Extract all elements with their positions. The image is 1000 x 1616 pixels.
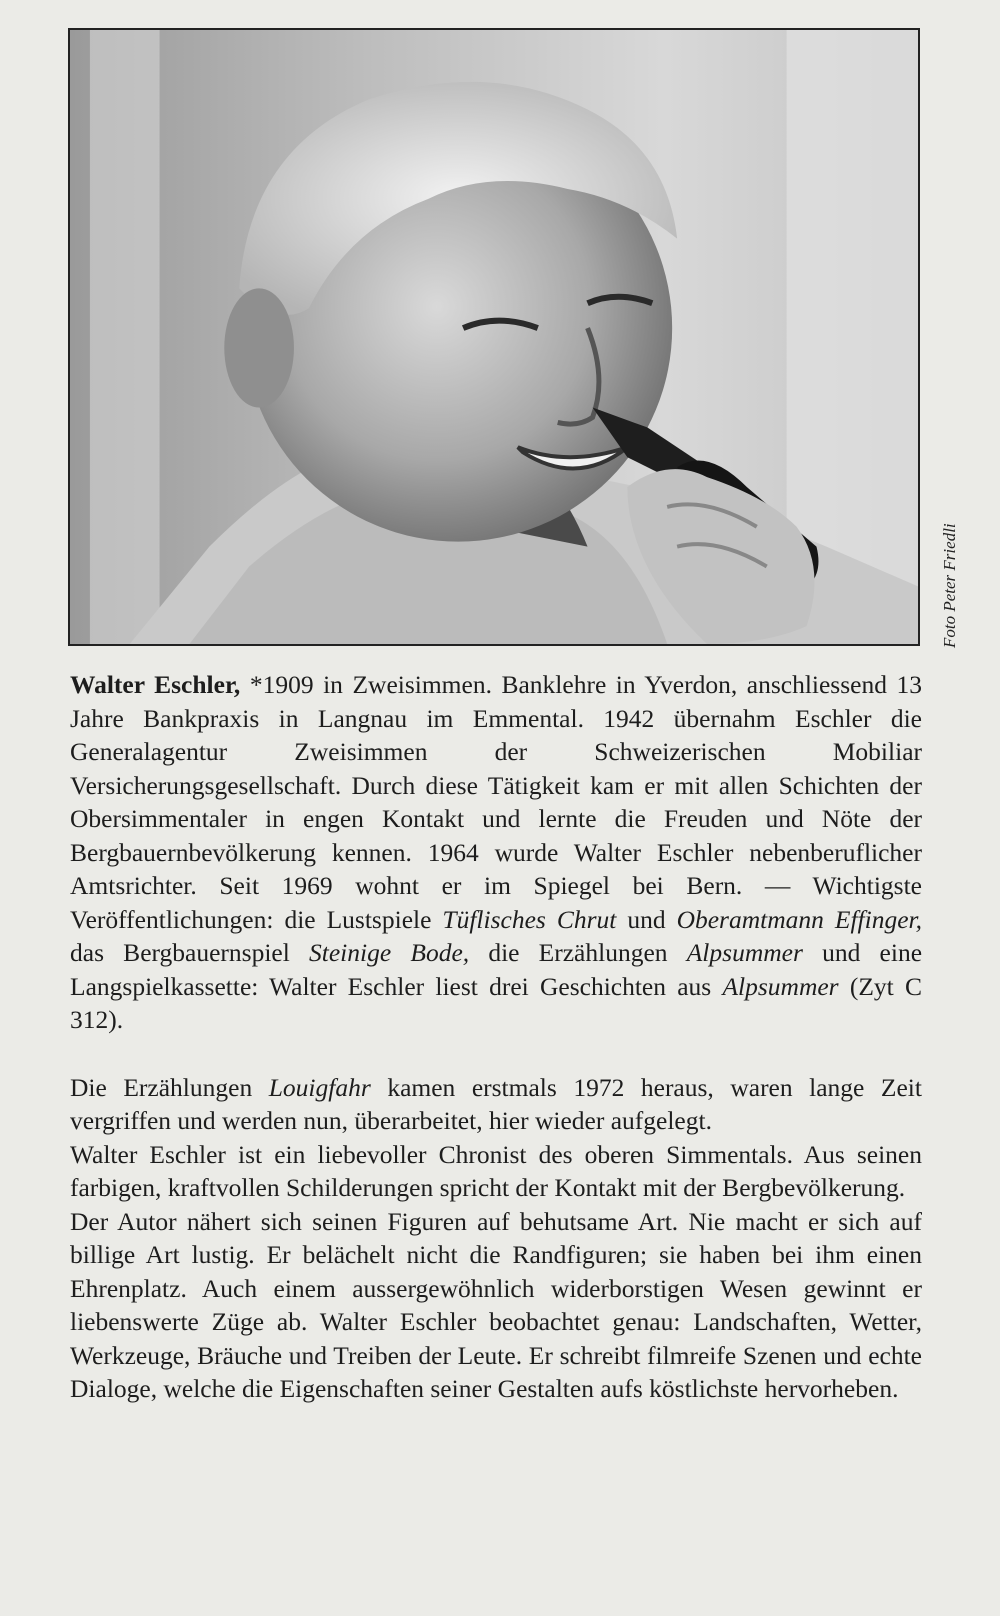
description-run: Walter Eschler ist ein liebevoller Chronist des oberen Simmentals. Aus seinen farbigen, kraftvollen Schilderungen spricht der Kontakt mit der Bergbevölkerung. <box>70 1139 922 1202</box>
bio-run: Walter Eschler, <box>70 670 241 699</box>
author-biography <box>70 668 922 1037</box>
bio-run: das Bergbauernspiel <box>70 938 310 967</box>
bio-run: Steinige Bode, <box>309 938 470 967</box>
description-run: Louigfahr <box>268 1072 371 1102</box>
description-paragraph <box>70 1071 922 1138</box>
author-photo <box>68 28 920 646</box>
description-run: Die Erzählungen <box>70 1072 269 1102</box>
bio-run: und eine Langspielkassette: Walter Eschler liest drei Geschichten aus <box>70 938 923 1001</box>
bio-run: Tüflisches Chrut <box>442 904 617 934</box>
book-description <box>70 1071 922 1406</box>
back-cover-text <box>70 668 922 1406</box>
description-paragraph <box>70 1138 922 1205</box>
bio-run: Alpsummer <box>722 971 839 1001</box>
portrait-image <box>70 30 918 644</box>
description-run: Der Autor nähert sich seinen Figuren auf behutsame Art. Nie macht er sich auf billige Art lustig. Er belächelt nicht die Randfiguren; sie haben bei ihm einen Ehrenplatz. Auch einem aussergewöhnlich widerborstigen Wesen gewinnt er liebenswerte Züge ab. Walter Eschler beobachtet genau: Landschaften, Wetter, Werkzeuge, Bräuche und Treiben der Leute. Er schreibt filmreife Szenen und echte Dialoge, welche die Eigenschaften seiner Gestalten aufs köstlichste hervorheben. <box>70 1206 922 1403</box>
bio-run: die Erzählungen <box>469 938 687 967</box>
description-run: kamen erstmals 1972 heraus, waren lange Zeit vergriffen und werden nun, überarbeitet, hier wieder aufgelegt. <box>70 1072 922 1135</box>
bio-run: (Zyt C 312). <box>70 971 922 1034</box>
description-paragraph <box>70 1205 922 1406</box>
paragraph-gap <box>70 1037 922 1071</box>
bio-run: Alpsummer <box>686 938 803 967</box>
bio-run: und <box>616 904 677 934</box>
bio-run: *1909 in Zweisimmen. Banklehre in Yverdon, anschliessend 13 Jahre Bankpraxis in Langnau im Emmental. 1942 übernahm Eschler die Generalagentur Zweisimmen der Schweizerischen Mobiliar Versicherungsgesellschaft. Durch diese Tätigkeit kam er mit allen Schichten der Obersimmentaler in engen Kontakt und lernte die Freuden und Nöte der Bergbauernbevölkerung kennen. 1964 wurde Walter Eschler nebenberuflicher Amtsrichter. Seit 1969 wohnt er im Spiegel bei Bern. — Wichtigste Veröffentlichungen: die Lustspiele <box>70 670 922 934</box>
bio-run: Oberamtmann Effinger, <box>676 904 923 934</box>
photo-credit: Foto Peter Friedli <box>940 523 959 648</box>
